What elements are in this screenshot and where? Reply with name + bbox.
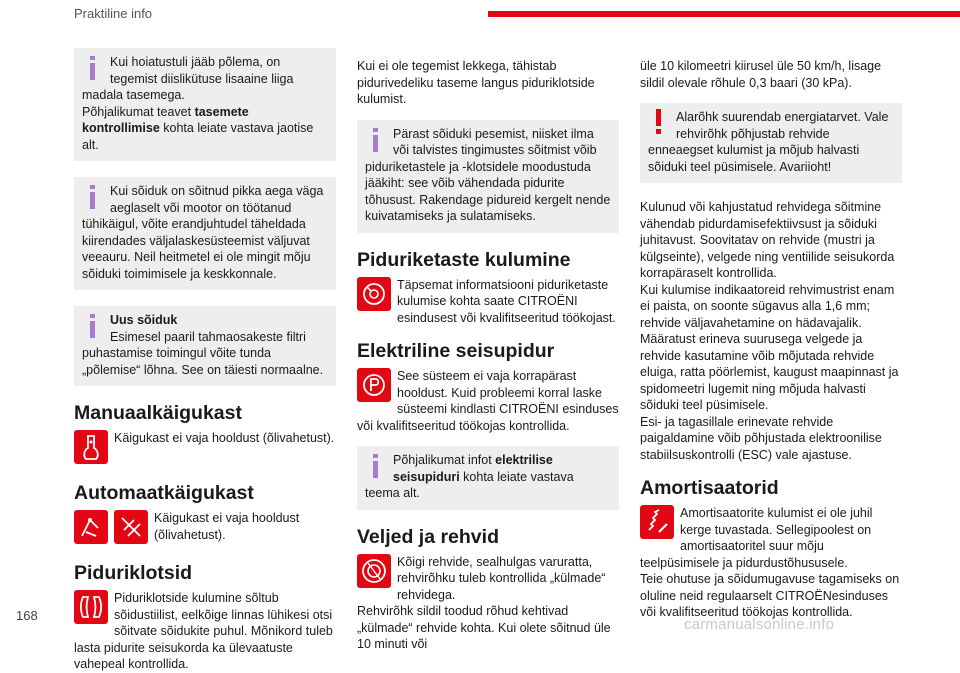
paragraph: Määratust erineva suurusega velgede ja rehvide kasutamine võib mõjutada rehvide eluiga, ratta pöörlemist, kaugust maapinnast ja spidomeetri lugemit ning mõjuda halvasti sõiduki teel püsimisele.	[640, 332, 899, 412]
paragraph: Kulunud või kahjustatud rehvidega sõitmine vähendab pidurdamisefektiivsust ja sõiduki juhitavust. Soovitatav on rehvide (mustri ja külgseinte), velgede ning ventiilide seisukorda korrapäraselt kontrollida.	[640, 200, 895, 280]
warning-box-pressure	[640, 103, 902, 183]
column-3	[640, 58, 902, 621]
warning-text: Alarõhk suurendab energiatarvet. Vale rehvirõhk põhjustab rehvide enneaegset kulumist ja mõjub halvasti sõiduki teel püsimisele. Avariioht!	[648, 110, 889, 174]
heading-brake-pads: Piduriklotsid	[74, 562, 193, 584]
header-accent-bar	[488, 11, 960, 17]
warning-icon	[652, 109, 666, 135]
section-text: Teie ohutuse ja sõidumugavuse tagamiseks on oluline neid regulaarselt CITROËNesinduses või kvalifitseeritud töökojas kontrollida.	[640, 572, 900, 619]
automatic-gearbox-icon	[74, 510, 108, 544]
section-text: Käigukast ei vaja hooldust (õlivahetust).	[114, 431, 335, 445]
parking-brake-icon	[357, 368, 391, 402]
column-2	[357, 58, 619, 653]
wheel-icon	[357, 554, 391, 588]
manual-gearbox-icon	[74, 430, 108, 464]
info-box-ice	[357, 120, 619, 233]
paragraph: üle 10 kilomeetri kiirusel üle 50 km/h, lisage sildil olevale rõhule 0,3 baari (30 kPa).	[640, 59, 882, 90]
section-brake-pads	[74, 590, 336, 673]
section-text: Rehvirõhk sildil toodud rõhud kehtivad „külmade“ rehvide kohta. Kui olete sõitnud üle 10 minuti või	[357, 604, 611, 651]
info-text-ref: Põhjalikumat teavet tasemete kontrollimise kohta leiate vastava jaotise alt.	[82, 104, 314, 152]
info-box-new-vehicle	[74, 306, 336, 386]
section-text: Täpsemat informatsiooni piduriketaste kulumise kohta saate CITROËNI esindusest või kvalifitseeritud töökojast.	[397, 277, 616, 325]
paragraph: Kui kulumise indikaatoreid rehvimustrist enam ei paista, on soonte sügavus alla 1,6 mm; rehvide väljavahetamine on hädavajalik.	[640, 282, 895, 330]
shock-absorber-icon	[640, 505, 674, 539]
info-text: Pärast sõiduki pesemist, niisket ilma või talvistes tingimustes sõitmist võib piduriketastele ja -klotsidele moodustuda jääkiht: see võib vähendada pidurite tõhusust. Rakendage pidureid kergelt nende kuivatamiseks ja sulatamiseks.	[365, 126, 611, 223]
section-text: Amortisaatorite kulumist ei ole juhil kerge tuvastada. Sellegipoolest on amortisaatoritel suur mõju teelpüsimisele ja pidurdustõhususele.	[640, 506, 873, 570]
watermark: carmanualsonline.info	[684, 616, 835, 633]
paragraph: Esi- ja tagasillale erinevate rehvide paigaldamine võib põhjustada elektroonilise stabiilsuskontrolli (ESC) vale ajastuse.	[640, 414, 882, 462]
automatic-gearbox-icon	[114, 510, 148, 544]
section-brake-discs	[357, 277, 619, 327]
info-box-parking-brake	[357, 446, 619, 510]
info-text: Kui hoiatustuli jääb põlema, on tegemist diislikütuse lisaaine liiga madala tasemega.	[82, 55, 294, 102]
heading-automatic-gearbox: Automaatkäigukast	[74, 482, 254, 504]
paragraph: Kui ei ole tegemist lekkega, tähistab pidurivedeliku taseme langus piduriklotside kulumist.	[357, 59, 595, 106]
heading-shock-absorbers: Amortisaatorid	[640, 477, 779, 499]
brake-pads-icon	[74, 590, 108, 624]
info-icon	[86, 185, 100, 209]
brake-disc-icon	[357, 277, 391, 311]
heading-brake-discs: Piduriketaste kulumine	[357, 248, 571, 271]
section-wheels-tyres	[357, 554, 619, 653]
heading-manual-gearbox: Manuaalkäigukast	[74, 402, 242, 424]
section-text: Kõigi rehvide, sealhulgas varuratta, rehvirõhku tuleb kontrollida „külmade“ rehvidega.	[397, 554, 606, 602]
section-title: Praktiline info	[74, 6, 153, 21]
info-text: Esimesel paaril tahmaosakeste filtri puhastamise toimingul võite tunda „põlemise“ lõhna. See on täiesti normaalne.	[82, 329, 324, 377]
section-parking-brake	[357, 368, 619, 434]
info-icon	[369, 128, 383, 152]
section-automatic-gearbox	[74, 510, 336, 546]
page-number: 168	[16, 608, 38, 623]
info-text: Kui sõiduk on sõitnud pikka aega väga aeglaselt või mootor on töötanud tühikäigul, võite erandjuhtudel täheldada kiirendades väljalaskesüsteemist väljuvat veeauru. Neil heitmetel ei ole mingit mõju sõiduki toimimisele ja keskkonnale.	[82, 184, 324, 281]
info-icon	[86, 56, 100, 80]
section-text: Piduriklotside kulumine sõltub sõidustiilist, eelkõige linnas lühikesi otsi sõitvate sõidukite puhul. Mõnikord tuleb lasta pidurite seisukorda ka ülevaatuste vahepeal kontrollida.	[74, 591, 333, 671]
heading-parking-brake: Elektriline seisupidur	[357, 340, 555, 362]
info-text: Põhjalikumat infot elektrilise seisupiduri kohta leiate vastava teema alt.	[365, 453, 574, 500]
info-icon	[86, 314, 100, 338]
tyre-paragraphs	[640, 199, 902, 463]
heading-wheels-tyres: Veljed ja rehvid	[357, 525, 499, 548]
info-title: Uus sõiduk	[110, 313, 178, 327]
info-box-additive	[74, 48, 336, 161]
section-shock-absorbers	[640, 505, 902, 621]
info-icon	[369, 454, 383, 478]
section-text: See süsteem ei vaja korrapärast hooldust. Kuid probleemi korral laske süsteemi kindlasti CITROËNI esinduses või kvalifitseeritud töökojas kontrollida.	[357, 369, 619, 433]
section-text: Käigukast ei vaja hooldust (õlivahetust).	[154, 511, 300, 542]
section-manual-gearbox	[74, 430, 336, 466]
column-1	[74, 48, 336, 673]
info-box-steam	[74, 177, 336, 290]
